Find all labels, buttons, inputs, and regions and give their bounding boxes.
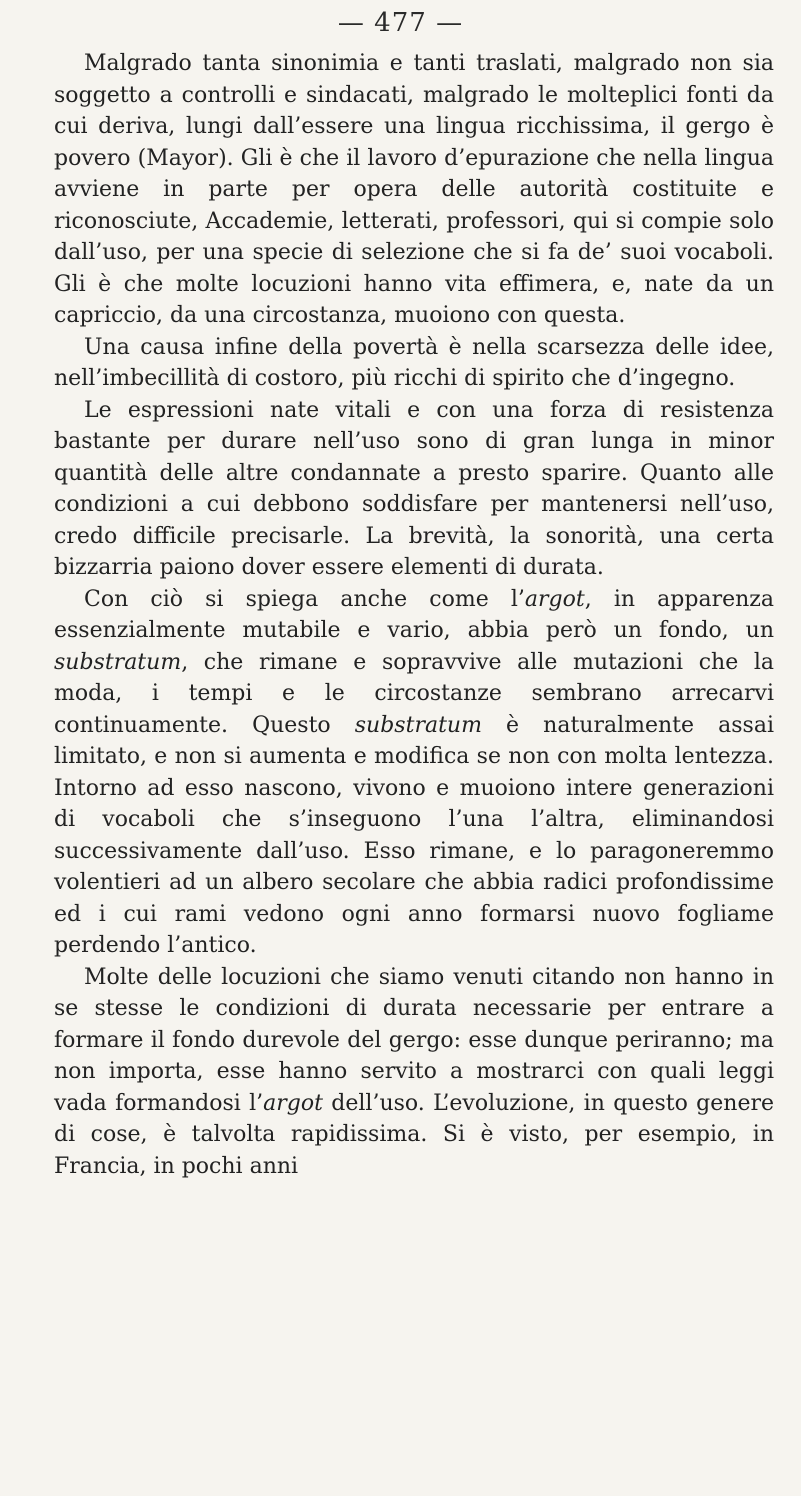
text-run: dell’uso. L’evoluzione, in questo genere di cose, è talvolta rapidissima. Si è visto, per esempio, in Francia, in pochi anni: [54, 1090, 775, 1179]
paragraph: [54, 962, 774, 1183]
paragraph: [54, 48, 774, 332]
paragraph: [54, 584, 774, 962]
paragraph: [54, 332, 774, 395]
italic-term: substratum: [354, 712, 482, 738]
text-run: Una causa infine della povertà è nella scarsezza delle idee, nell’imbecillità di costoro, più ricchi di spirito che d’ingegno.: [54, 334, 774, 391]
page-number: — 477 —: [337, 8, 464, 38]
body-text: [54, 48, 774, 1182]
text-run: Malgrado tanta sinonimia e tanti traslati, malgrado non sia soggetto a controlli e sindacati, malgrado le molteplici fonti da cui deriva, lungi dall’essere una lingua ricchissima, il gergo è povero (Mayor). Gli è che il lavoro d’epurazione che nella lingua avviene in parte per opera delle autorità costituite e riconosciute, Accademie, letterati, professori, qui si compie solo dall’uso, per una specie di selezione che si fa de’ suoi vocaboli. Gli è che molte locuzioni hanno vita effimera, e, nate da un capriccio, da una circostanza, muoiono con questa.: [54, 51, 774, 328]
italic-term: substratum: [54, 649, 182, 675]
italic-term: argot: [263, 1090, 323, 1116]
text-run: Le espressioni nate vitali e con una forza di resistenza bastante per durare nell’uso sono di gran lunga in minor quantità delle altre condannate a presto sparire. Quanto alle condizioni a cui debbono soddisfare per mantenersi nell’uso, credo difficile precisarle. La brevità, la sonorità, una certa bizzarria paiono dover essere elementi di durata.: [54, 397, 774, 580]
text-run: , in apparenza essenzialmente mutabile e vario, abbia però un fondo, un: [54, 586, 774, 643]
paragraph: [54, 395, 774, 584]
text-run: Molte delle locuzioni che siamo venuti citando non hanno in se stesse le condizioni di durata necessarie per entrare a formare il fondo durevole del gergo: esse dunque periranno; ma non importa, esse hanno servito a mostrarci con quali leggi vada formandosi l’: [54, 964, 774, 1116]
text-run: , che rimane e sopravvive alle mutazioni che la moda, i tempi e le circostanze sembrano arrecarvi continuamente. Questo: [54, 649, 774, 738]
text-run: è naturalmente assai limitato, e non si aumenta e modifica se non con molta lentezza. Intorno ad esso nascono, vivono e muoiono intere generazioni di vocaboli che s’inseguono l’una l’altra, eliminandosi successivamente dall’uso. Esso rimane, e lo paragoneremmo volentieri ad un albero secolare che abbia radici profondissime ed i cui rami vedono ogni anno formarsi nuovo fogliame perdendo l’antico.: [54, 712, 774, 958]
italic-term: argot: [524, 586, 585, 612]
text-run: Con ciò si spiega anche come l’: [84, 586, 525, 612]
